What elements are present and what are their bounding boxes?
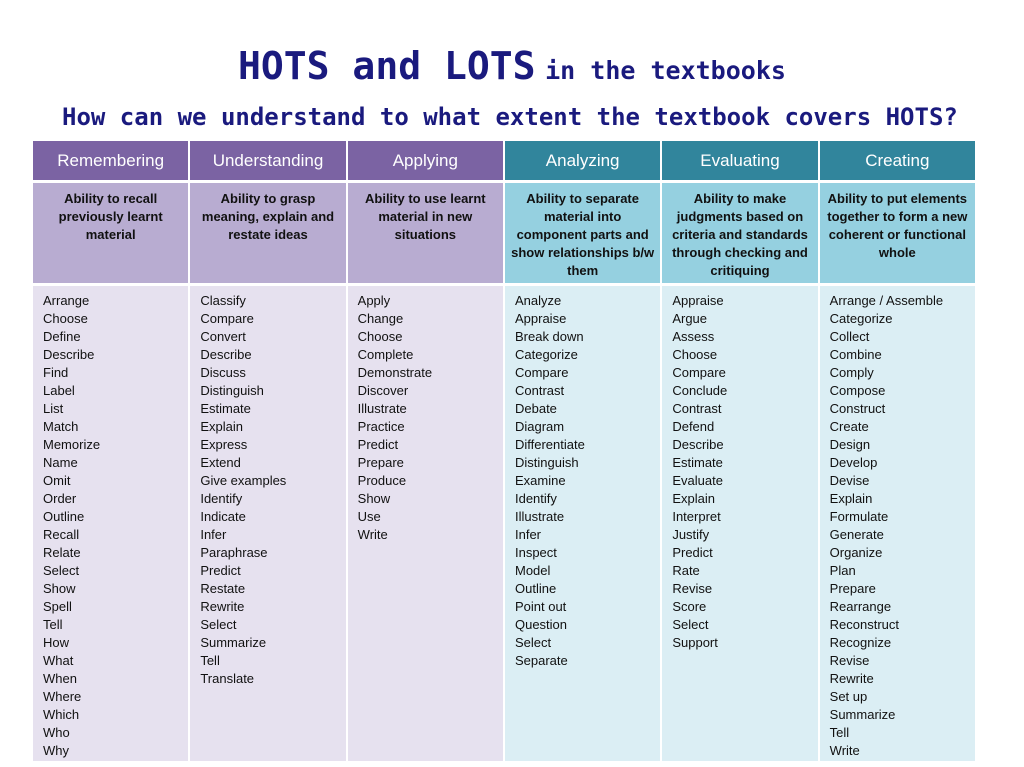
verb-item: Express [200, 437, 248, 452]
verb-item: Extend [200, 455, 241, 470]
slide-title [0, 44, 1024, 88]
verb-item: Match [43, 419, 79, 434]
verb-item: Name [43, 455, 78, 470]
verb-item: Evaluate [672, 473, 723, 488]
description-remembering: Ability to recall previously learnt material [33, 183, 188, 283]
verb-item: Rewrite [200, 599, 245, 614]
verb-item: Defend [672, 419, 715, 434]
verb-item: Predict [200, 563, 241, 578]
verb-item: Memorize [43, 437, 101, 452]
title-main: HOTS and LOTS [238, 44, 536, 88]
verb-item: Set up [829, 689, 868, 704]
verb-item: Explain [672, 491, 715, 506]
verb-item: Tell [43, 617, 63, 632]
verb-item: Design [829, 437, 871, 452]
verb-item: Use [357, 509, 381, 524]
verb-item: Produce [357, 473, 407, 488]
verb-item: Give examples [200, 473, 287, 488]
verb-item: Break down [514, 329, 584, 344]
verb-item: Devise [829, 473, 870, 488]
verbs-understanding [190, 286, 345, 761]
verb-item: Tell [200, 653, 220, 668]
verb-item: Combine [829, 347, 882, 362]
verb-item: Distinguish [514, 455, 579, 470]
verb-item: Categorize [514, 347, 578, 362]
verb-item: Contrast [672, 401, 722, 416]
header-creating: Creating [820, 141, 975, 180]
verb-item: Appraise [672, 293, 724, 308]
verbs-analyzing [505, 286, 660, 761]
verb-item: Infer [200, 527, 227, 542]
verb-item: Revise [672, 581, 713, 596]
verb-item: Tell [829, 725, 850, 740]
verb-item: Rewrite [829, 671, 874, 686]
verb-item: Illustrate [514, 509, 565, 524]
bloom-taxonomy-table [33, 141, 975, 761]
verb-item: Create [829, 419, 869, 434]
description-understanding: Ability to grasp meaning, explain and restate ideas [190, 183, 345, 283]
verb-item: Explain [829, 491, 873, 506]
verb-item: Outline [43, 509, 85, 524]
verb-item: Organize [829, 545, 883, 560]
slide-subtitle: How can we understand to what extent the textbook covers HOTS? [62, 103, 958, 131]
verbs-remembering [33, 286, 188, 761]
verb-item: Relate [43, 545, 81, 560]
verb-item: Practice [357, 419, 405, 434]
verb-item: Outline [514, 581, 557, 596]
verb-item: Score [672, 599, 707, 614]
verb-item: Find [43, 365, 69, 380]
verb-item: Select [200, 617, 237, 632]
verb-item: Prepare [357, 455, 404, 470]
description-applying: Ability to use learnt material in new situations [348, 183, 503, 283]
verb-item: Predict [672, 545, 713, 560]
verb-item: Generate [829, 527, 884, 542]
verb-item: Summarize [200, 635, 267, 650]
verb-item: Inspect [514, 545, 557, 560]
verb-item: Show [357, 491, 391, 506]
verb-item: Select [514, 635, 552, 650]
verb-item: Illustrate [357, 401, 407, 416]
verb-item: Change [357, 311, 404, 326]
verb-item: Construct [829, 401, 886, 416]
description-evaluating: Ability to make judgments based on criteria and standards through checking and critiquing [662, 183, 817, 283]
verb-item: Define [43, 329, 81, 344]
verb-item: Assess [672, 329, 715, 344]
verb-item: Which [43, 707, 80, 722]
verb-item: Model [514, 563, 551, 578]
verb-item: Choose [672, 347, 718, 362]
verb-item: Choose [43, 311, 88, 326]
verb-item: Label [43, 383, 75, 398]
verb-item: Compare [514, 365, 569, 380]
verb-item: Appraise [514, 311, 567, 326]
verb-item: Develop [829, 455, 878, 470]
verb-item: Restate [200, 581, 246, 596]
verb-item: Apply [357, 293, 391, 308]
verb-item: Collect [829, 329, 870, 344]
verb-item: Describe [200, 347, 252, 362]
header-applying: Applying [348, 141, 503, 180]
verb-item: Describe [672, 437, 724, 452]
verb-item: Categorize [829, 311, 893, 326]
verb-item: Compare [200, 311, 254, 326]
verb-item: Indicate [200, 509, 246, 524]
title-small: in the textbooks [545, 56, 786, 85]
verb-item: Examine [514, 473, 566, 488]
verb-item: Diagram [514, 419, 565, 434]
verb-item: Estimate [200, 401, 251, 416]
verb-item: Show [43, 581, 76, 596]
verb-item: Where [43, 689, 82, 704]
verb-item: Reconstruct [829, 617, 900, 632]
verb-item: Justify [672, 527, 710, 542]
verb-item: Contrast [514, 383, 565, 398]
verb-item: Select [43, 563, 80, 578]
verb-item: Separate [514, 653, 568, 668]
verb-item: What [43, 653, 74, 668]
verb-item: Formulate [829, 509, 889, 524]
verb-item: Discover [357, 383, 409, 398]
verb-item: Comply [829, 365, 874, 380]
verb-item: Choose [357, 329, 403, 344]
verb-item: Order [43, 491, 77, 506]
verb-item: Prepare [829, 581, 876, 596]
verb-item: Summarize [829, 707, 896, 722]
verb-item: Recall [43, 527, 80, 542]
header-remembering: Remembering [33, 141, 188, 180]
verbs-creating [820, 286, 975, 761]
verb-item: Identify [514, 491, 557, 506]
verb-item: Interpret [672, 509, 721, 524]
verb-item: Select [672, 617, 709, 632]
verb-item: Translate [200, 671, 255, 686]
verb-item: Point out [514, 599, 567, 614]
verb-item: Debate [514, 401, 557, 416]
header-analyzing: Analyzing [505, 141, 660, 180]
verb-item: Arrange / Assemble [829, 293, 944, 308]
verb-item: Plan [829, 563, 856, 578]
verb-item: Predict [357, 437, 399, 452]
verbs-applying [348, 286, 503, 761]
verb-item: Paraphrase [200, 545, 268, 560]
verb-item: Compare [672, 365, 726, 380]
verb-item: Rearrange [829, 599, 892, 614]
verb-item: List [43, 401, 64, 416]
verb-item: Discuss [200, 365, 246, 380]
header-evaluating: Evaluating [662, 141, 817, 180]
verb-item: Write [829, 743, 860, 758]
verb-item: How [43, 635, 70, 650]
verb-item: Explain [200, 419, 243, 434]
verb-item: Revise [829, 653, 870, 668]
verb-item: Rate [672, 563, 700, 578]
verb-item: Compose [829, 383, 886, 398]
verb-item: Estimate [672, 455, 723, 470]
verb-item: Distinguish [200, 383, 264, 398]
verb-item: Who [43, 725, 70, 740]
verb-item: Support [672, 635, 718, 650]
verb-item: Question [514, 617, 568, 632]
verb-item: Why [43, 743, 69, 758]
header-understanding: Understanding [190, 141, 345, 180]
verb-item: Arrange [43, 293, 90, 308]
verb-item: Convert [200, 329, 246, 344]
verb-item: Omit [43, 473, 71, 488]
verb-item: Demonstrate [357, 365, 433, 380]
verb-item: Classify [200, 293, 246, 308]
description-creating: Ability to put elements together to form a new coherent or functional whole [820, 183, 975, 283]
verb-item: Complete [357, 347, 414, 362]
description-analyzing: Ability to separate material into component parts and show relationships b/w them [505, 183, 660, 283]
verb-item: Conclude [672, 383, 728, 398]
verb-item: Analyze [514, 293, 562, 308]
verb-item: Argue [672, 311, 708, 326]
verb-item: Spell [43, 599, 72, 614]
verb-item: Recognize [829, 635, 892, 650]
verbs-evaluating [662, 286, 817, 761]
verb-item: Identify [200, 491, 243, 506]
verb-item: Write [357, 527, 388, 542]
verb-item: When [43, 671, 77, 686]
verb-item: Differentiate [514, 437, 585, 452]
verb-item: Infer [514, 527, 541, 542]
verb-item: Describe [43, 347, 95, 362]
